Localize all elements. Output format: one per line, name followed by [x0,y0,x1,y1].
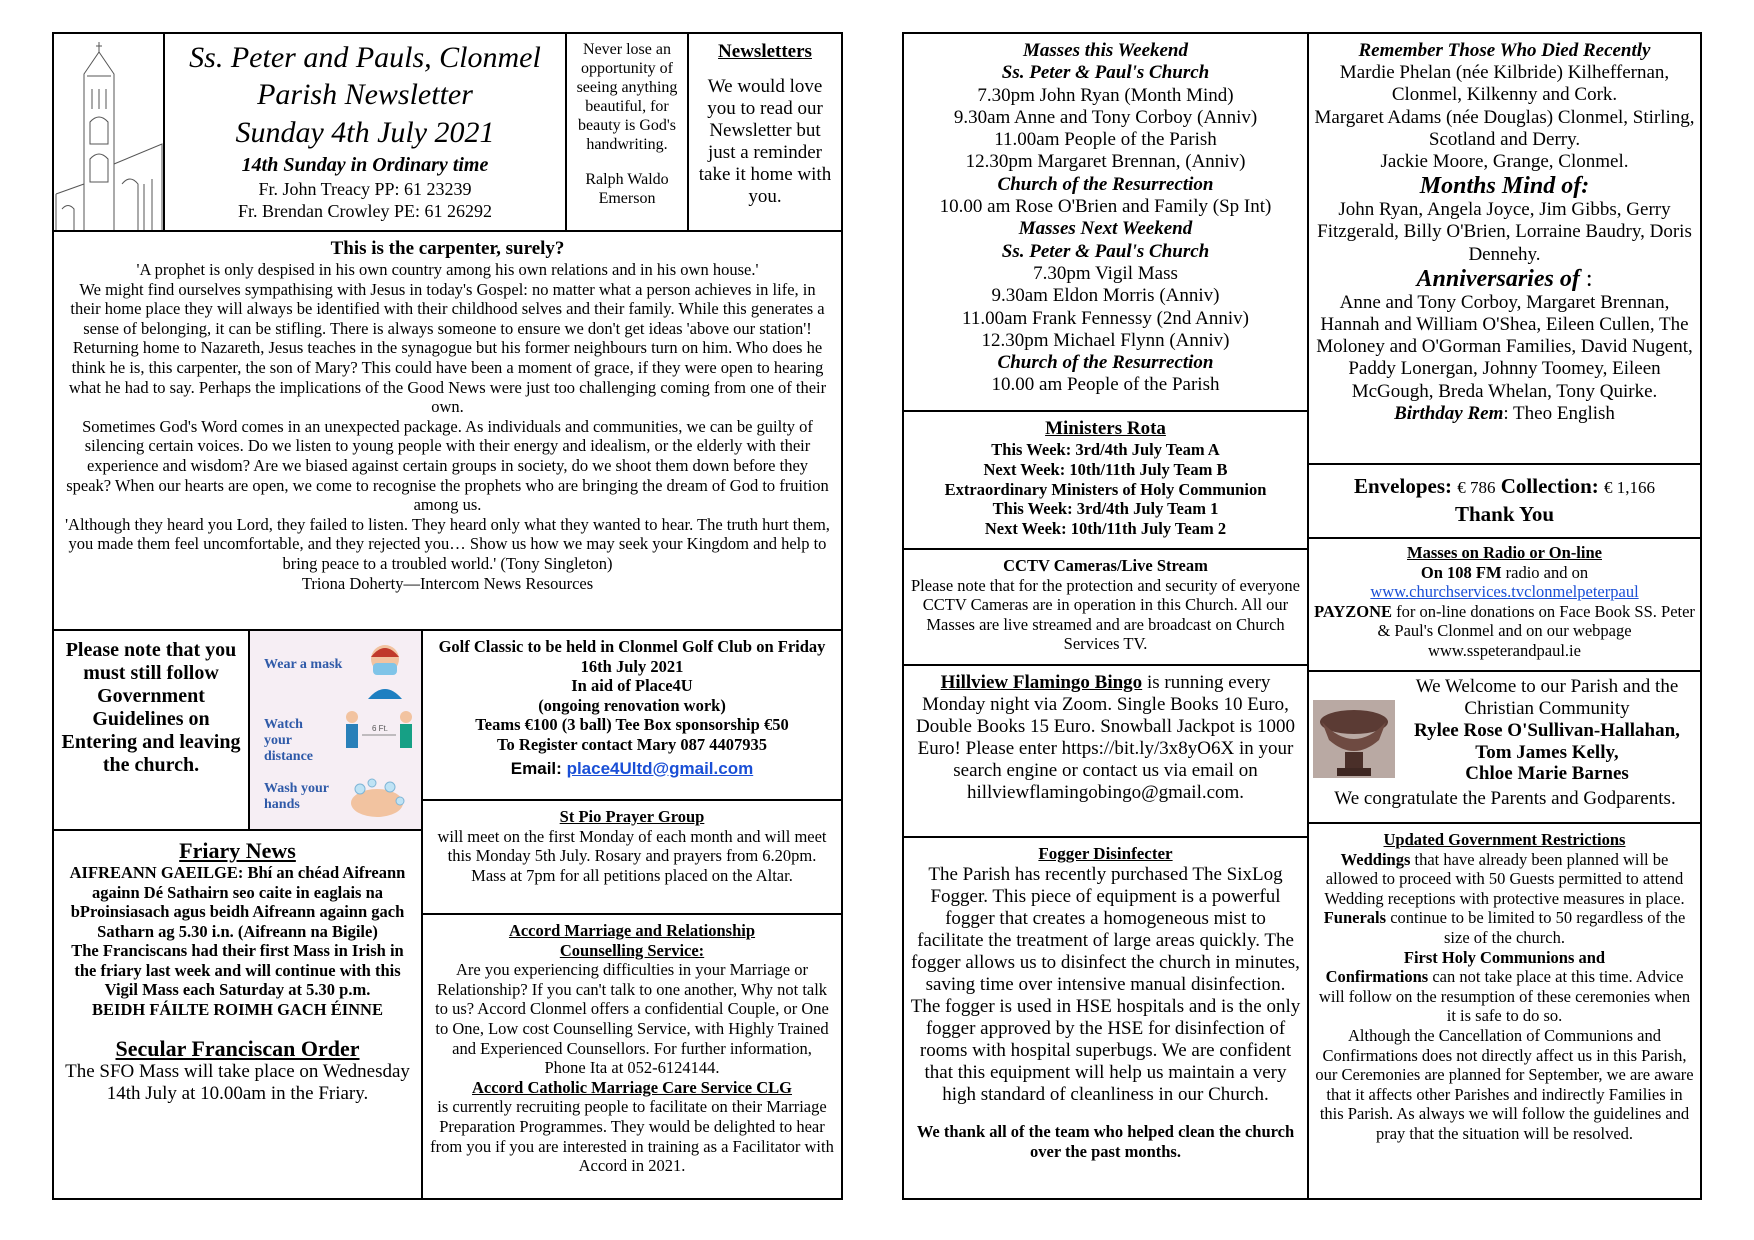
next-mass-item-1: 7.30pm Vigil Mass [1033,262,1178,284]
envelopes-label: Envelopes: [1354,474,1453,498]
birthday-label: Birthday Rem [1394,402,1504,424]
reflection-para-2: We might find ourselves sympathising with Jesus in today's Gospel: no matter what a person achieves in life, in their home place they will always be identified with their childhood selves and their family. While this generates a sense of belonging, it can be stifling. There is always someone to ensure we don't get ideas 'above our station'! [70,279,825,338]
mass-item-2: 9.30am Anne and Tony Corboy (Anniv) [953,106,1258,128]
masses-church-4: Church of the Resurrection [997,352,1214,374]
next-mass-item-3: 11.00am Frank Fennessy (2nd Anniv) [962,307,1249,329]
friary-news [52,829,423,1200]
months-mind-list: John Ryan, Angela Joyce, Jim Gibbs, Gerry Fitzgerald, Billy O'Brien, Lorraine Baudry, Doris Dennehy. [1317,199,1692,265]
reflection-heading: This is the carpenter, surely? [330,238,565,259]
anniversaries-list: Anne and Tony Corboy, Margaret Brennan, Hannah and William O'Shea, Eileen Cullen, The Moloney and O'Gorman Families, David Nugent, Paddy Lonergan, Johnny Toomey, Eileen McGough, Breda Whelan, Tony Quirke. [1316,291,1693,402]
collection-value: € 1,166 [1604,478,1655,497]
golf-line-5: To Register contact Mary 087 4407935 [497,734,767,754]
mass-item-1: 7.30pm John Ryan (Month Mind) [977,84,1234,106]
weddings-label: Weddings [1340,849,1411,869]
collection-label: Collection: [1500,474,1599,498]
parish-ceremonies-text: Although the Cancellation of Communions and Confirmations does not directly affect us in this Parish, our Ceremonies are planned for September, we are aware that it affects other Parishes and indirectly Families in this Parish. As always we will follow the guidelines and pray that the situation will be resolved. [1315,1025,1694,1143]
welcome-baptisms [1307,670,1702,824]
cctv-heading: CCTV Cameras/Live Stream [1003,556,1208,575]
parish-name: Ss. Peter and Pauls, Clonmel [189,41,541,74]
friary-heading: Friary News [179,838,296,863]
guidelines-graphic [248,629,423,831]
deceased-1: Mardie Phelan (née Kilbride) Kilheffernan, Clonmel, Kilkenny and Cork. [1339,62,1670,106]
ministers-line-4: This Week: 3rd/4th July Team 1 [992,499,1219,519]
emerson-quote [565,32,689,232]
fogger-notice [902,836,1309,1200]
accord-notice [421,913,843,1200]
masses-heading: Masses this Weekend [1022,40,1189,61]
mask-label: Wear a mask [264,657,343,672]
friary-irish-text: AIFREANN GAEILGE: Bhí an chéad Aifreann againn Dé Sathairn seo caite in eaglais na bProinsiasach agus beidh Aifreann againn gach Satharn ag 5.30 i.n. (Aifreann na Bigile) [69,863,406,941]
collection-totals [1307,463,1702,539]
months-mind-heading: Months Mind of: [1419,173,1590,200]
masses-schedule [902,32,1309,412]
golf-line-2: In aid of Place4U [571,676,693,696]
accord-phone: Phone Ita at 052-6124144. [544,1058,720,1078]
fogger-heading: Fogger Disinfecter [1038,844,1173,863]
reflection-para-4: Sometimes God's Word comes in an unexpected package. As individuals and communities, we can be guilty of silencing certain voices. Do we listen to young people with their energy and idealism, or the elderly with their experience and wisdom? Are we biased against certain groups in society, do we shoot them down before they speak? When our hearts are open, we come to recognise the prophets who are bringing the dream of God to fruition among us. [66,416,829,515]
pio-text: will meet on the first Monday of each month and will meet this Monday 5th July. Rosary and prayers from 6.20pm. Mass at 7pm for all petitions placed on the Altar. [437,826,827,885]
cctv-text: Please note that for the protection and security of everyone CCTV Cameras are in operation in this Church. All our Masses are live streamed and are broadcast on Church Services TV. [911,575,1300,654]
funerals-text: continue to be limited to 50 regardless of the size of the church. [1386,908,1686,947]
golf-line-3: (ongoing renovation work) [538,695,726,715]
accord-text: Are you experiencing difficulties in your Marriage or Relationship? If you can't talk to one another, Why not talk to us? Accord Clonmel offers a confidential Couple, or One to One, Low cost Counselling Service, with Highly Trained and Experienced Counsellors. For further information, [435,960,829,1058]
accord-heading-1: Accord Marriage and Relationship [508,921,756,940]
reflection-para-3: Returning home to Nazareth, Jesus teaches in the synagogue but his former neighbours turn on him. Who does he think he is, this carpenter, the son of Mary? This could have been a moment of grace, if they were open to hearing what he had to say. Perhaps the implications of the Good News were just too challenging coming from one of their own. [68,338,827,417]
bingo-notice [902,664,1309,838]
thank-you: Thank You [1454,502,1555,526]
baptismal-font-photo [1313,700,1395,778]
mass-item-3: 11.00am People of the Parish [994,129,1217,151]
weddings-text: that have already been planned will be allowed to proceed with 50 Guests permitted to attend Wedding receptions with protective measures in place. [1324,849,1685,908]
baptism-name-2: Tom James Kelly, [1475,741,1619,763]
accord-heading-2: Counselling Service: [559,940,705,960]
envelopes-value: € 786 [1457,478,1496,497]
sfo-text: The SFO Mass will take place on Wednesday 14th July at 10.00am in the Friary. [65,1061,410,1104]
fogger-text: The Parish has recently purchased The SixLog Fogger. This piece of equipment is a powerful fogger that creates a homogeneous mist to facilitate the treatment of large areas quickly. The fogger allows us to disinfect the church in minutes, saving time over intensive manual disinfection. The fogger is used in HSE hospitals and is the only fogger approved by the HSE for disinfection of rooms with hospital superbugs. We are confident that this equipment will help us maintain a very high standard of cleanliness in our Church. [910,864,1301,1105]
mask-person-icon [360,639,410,699]
next-mass-item-5: 10.00 am People of the Parish [991,374,1220,396]
hand-wash-icon [342,771,412,827]
birthday-name: : Theo English [1503,402,1615,424]
next-mass-item-2: 9.30am Eldon Morris (Anniv) [991,285,1220,307]
golf-line-1: Golf Classic to be held in Clonmel Golf Club on Friday 16th July 2021 [438,637,826,676]
mass-item-4: 12.30pm Margaret Brennan, (Anniv) [965,151,1246,173]
sfo-heading: Secular Franciscan Order [115,1036,360,1061]
mass-item-5: 10.00 am Rose O'Brien and Family (Sp Int) [939,196,1272,218]
liturgical-sunday: 14th Sunday in Ordinary time [241,154,489,176]
restrictions-heading: Updated Government Restrictions [1383,830,1626,849]
ministers-line-1: This Week: 3rd/4th July Team A [991,440,1220,459]
government-restrictions [1307,822,1702,1200]
baptism-name-3: Chloe Marie Barnes [1465,763,1629,784]
bingo-title: Hillview Flamingo Bingo [940,672,1143,693]
masses-church-3: Ss. Peter & Paul's Church [1001,240,1210,262]
masses-church-1: Ss. Peter & Paul's Church [1001,62,1210,84]
friary-english-text: The Franciscans had their first Mass in Irish in the friary last week and will continue with this Vigil Mass each Saturday at 5.30 p.m. [71,941,404,999]
radio-heading: Masses on Radio or On-line [1407,543,1602,562]
church-sketch-panel [52,32,165,232]
welcome-outro: We congratulate the Parents and Godparents. [1334,788,1676,809]
golf-email-label: Email: [510,758,562,778]
ministers-rota [902,410,1309,550]
deceased-2: Margaret Adams (née Douglas) Clonmel, Stirling, Scotland and Derry. [1314,106,1695,150]
newsletters-text: We would love you to read our Newsletter but just a reminder take it home with you. [698,76,832,207]
anniversaries-colon: : [1579,265,1593,292]
distance-people-icon [340,707,420,763]
newsletters-heading: Newsletters [718,41,812,62]
guidelines-text: Please note that you must still follow Government Guidelines on Entering and leaving the church. [61,639,241,776]
next-mass-item-4: 12.30pm Michael Flynn (Anniv) [981,329,1230,351]
radio-online-masses [1307,537,1702,672]
friary-welcome: BEIDH FÁILTE ROIMH GACH ÉINNE [92,999,383,1019]
payzone-text: for on-line donations on Face Book SS. Peter & Paul's Clonmel and on our webpage www.sspeterandpaul.ie [1377,601,1695,660]
newsletter-date: Sunday 4th July 2021 [235,116,495,149]
radio-fm: On 108 FM [1420,562,1502,582]
wash-label: Wash your hands [264,781,329,812]
newsletters-notice [687,32,843,232]
church-illustration [54,34,163,230]
remember-deceased [1307,32,1702,465]
masses-next-heading: Masses Next Weekend [1018,218,1193,240]
newsletter-title: Parish Newsletter [257,78,473,111]
reflection-credit: Triona Doherty—Intercom News Resources [301,573,594,593]
confirmations-text: can not take place at this time. Advice will follow on the resumption of these ceremonies when it is safe to do so. [1318,967,1691,1026]
welcome-intro: We Welcome to our Parish and the Christian Community [1415,676,1679,719]
ministers-line-2: Next Week: 10th/11th July Team B [983,459,1228,479]
cctv-notice [902,548,1309,666]
confirmations-label: Confirmations [1325,967,1429,987]
reflection-article [52,230,843,631]
quote-text: Never lose an opportunity of seeing anything beautiful, for beauty is God's handwriting. [576,41,678,153]
accord-heading-3: Accord Catholic Marriage Care Service CLG [472,1077,792,1097]
ministers-line-3: Extraordinary Ministers of Holy Communion [944,479,1267,499]
priest-contact-1: Fr. John Treacy PP: 61 23239 [258,179,472,199]
radio-fm-rest: radio and on [1501,562,1589,582]
payzone-label: PAYZONE [1314,601,1392,621]
golf-classic-notice [421,629,843,801]
accord-text-2: is currently recruiting people to facilitate on their Marriage Preparation Programmes. They would be delighted to hear from you if you are interested in training as a Facilitator with Accord in 2021. [430,1097,834,1176]
masses-church-2: Church of the Resurrection [997,173,1214,195]
ministers-heading: Ministers Rota [1045,418,1166,439]
church-services-link[interactable]: www.churchservices.tvclonmelpeterpaul [1370,582,1639,602]
quote-author: Ralph Waldo Emerson [585,171,669,207]
bingo-text: is running every Monday night via Zoom. Single Books 10 Euro, Double Books 15 Euro. Snowball Jackpot is 1000 Euro! Please enter https://bit.ly/3x8yO6X in your search engine or contact us via email on hillviewflamingobingo@gmail.com. [916,672,1295,803]
anniversaries-heading: Anniversaries of [1416,265,1580,292]
priest-contact-2: Fr. Brendan Crowley PE: 61 26292 [238,201,492,221]
pio-prayer-group [421,799,843,915]
ministers-line-5: Next Week: 10th/11th July Team 2 [984,519,1227,539]
guidelines-notice [52,629,250,831]
remember-heading: Remember Those Who Died Recently [1358,40,1651,61]
distance-measure: 6 Ft. [372,724,389,733]
fogger-thanks: We thank all of the team who helped clean the church over the past months. [916,1122,1295,1161]
reflection-para-1: 'A prophet is only despised in his own country among his own relations and in his own house.' [136,260,759,279]
golf-line-4: Teams €100 (3 ball) Tee Box sponsorship €50 [475,715,789,735]
deceased-3: Jackie Moore, Grange, Clonmel. [1380,151,1629,173]
communions-label: First Holy Communions and [1403,947,1606,967]
funerals-label: Funerals [1323,908,1387,928]
distance-label: Watch your distance [264,717,313,764]
pio-heading: St Pio Prayer Group [559,807,705,826]
reflection-para-5: 'Although they heard you Lord, they failed to listen. They heard only what they wanted to hear. The truth hurt them, you made them feel uncomfortable, and they rejected you… Show us how we may seek your Kingdom and help to bring peace to a troubled world.' (Tony Singleton) [65,514,830,573]
newsletter-header [163,32,567,232]
golf-email-link[interactable]: place4Ultd@gmail.com [566,758,754,778]
baptism-name-1: Rylee Rose O'Sullivan-Hallahan, [1414,720,1680,741]
